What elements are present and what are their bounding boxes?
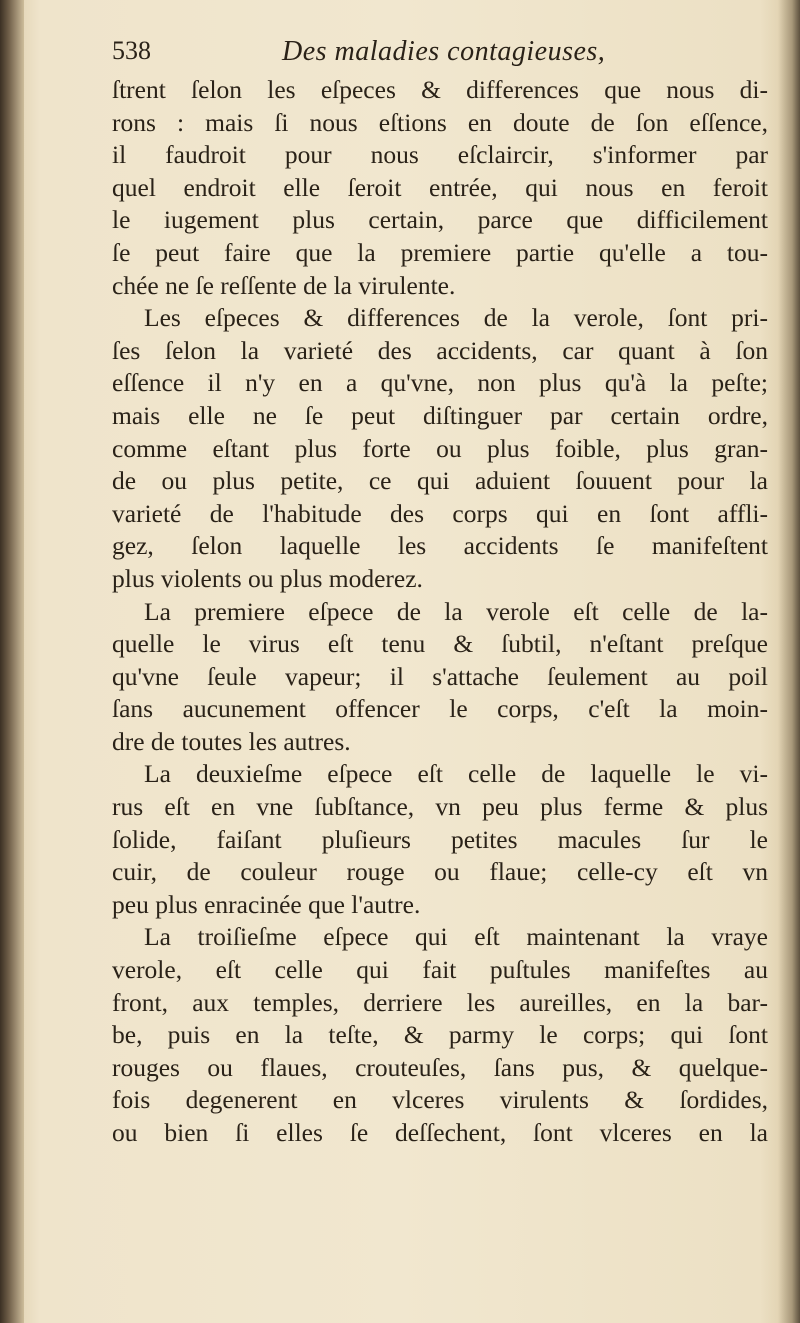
text-line: ſes ſelon la varieté des accidents, car quant à ſon [112,335,768,365]
running-title: Des maladies contagieuses, [282,36,606,67]
text-line: ou bien ſi elles ſe deſſechent, ſont vlceres en la [112,1118,768,1147]
text-line: ſolide, faiſant pluſieurs petites macules ſur le [112,824,768,854]
text-line: cuir, de couleur rouge ou flaue; celle-cy eſt vn [112,857,768,887]
page-number: 538 [112,36,151,65]
text-line: quelle le virus eſt tenu & ſubtil, n'eſtant preſque [112,629,768,659]
text-line: rouges ou flaues, crouteuſes, ſans pus, & quelque- [112,1052,768,1082]
text-line: be, puis en la teſte, & parmy le corps; qui ſont [112,1020,768,1050]
text-line: La premiere eſpece de la verole eſt celle de la- [144,596,768,626]
text-line: front, aux temples, derriere les aureilles, en la bar- [112,987,768,1017]
text-line: gez, ſelon laquelle les accidents ſe manifeſtent [112,531,768,561]
page-header [112,36,672,76]
text-line: plus violents ou plus moderez. [112,563,423,593]
text-line: peu plus enracinée que l'autre. [112,889,421,919]
body-text [112,74,768,1150]
text-line: rons : mais ſi nous eſtions en doute de ſon eſſence, [112,107,768,137]
text-line: le iugement plus certain, parce que difficilement [112,205,768,235]
text-line: mais elle ne ſe peut diſtinguer par certain ordre, [112,400,768,430]
text-line: chée ne ſe reſſente de la virulente. [112,270,456,300]
text-line: il faudroit pour nous eſclaircir, s'informer par [112,140,768,170]
text-line: ſans aucunement offencer le corps, c'eſt la moin- [112,694,768,724]
text-line: de ou plus petite, ce qui aduient ſouuent pour la [112,466,768,496]
text-line: La troiſieſme eſpece qui eſt maintenant la vraye [144,922,768,952]
text-line: quel endroit elle ſeroit entrée, qui nous en feroit [112,172,768,202]
text-line: varieté de l'habitude des corps qui en ſont affli- [112,498,768,528]
text-line: qu'vne ſeule vapeur; il s'attache ſeulement au poil [112,661,768,691]
text-line: eſſence il n'y en a qu'vne, non plus qu'à la peſte; [112,368,768,398]
text-line: dre de toutes les autres. [112,726,351,756]
text-line: ſtrent ſelon les eſpeces & differences que nous di- [112,75,768,104]
text-line: Les eſpeces & differences de la verole, ſont pri- [144,303,768,333]
book-gutter [0,0,24,1323]
text-line: La deuxieſme eſpece eſt celle de laquelle le vi- [144,759,768,789]
text-line: rus eſt en vne ſubſtance, vn peu plus ferme & plus [112,792,768,822]
text-line: fois degenerent en vlceres virulents & ſordides, [112,1085,768,1115]
text-line: comme eſtant plus forte ou plus foible, plus gran- [112,433,768,463]
page-edge-shadow [778,0,800,1323]
text-line: verole, eſt celle qui fait puſtules manifeſtes au [112,955,768,985]
text-line: ſe peut faire que la premiere partie qu'elle a tou- [112,237,768,267]
